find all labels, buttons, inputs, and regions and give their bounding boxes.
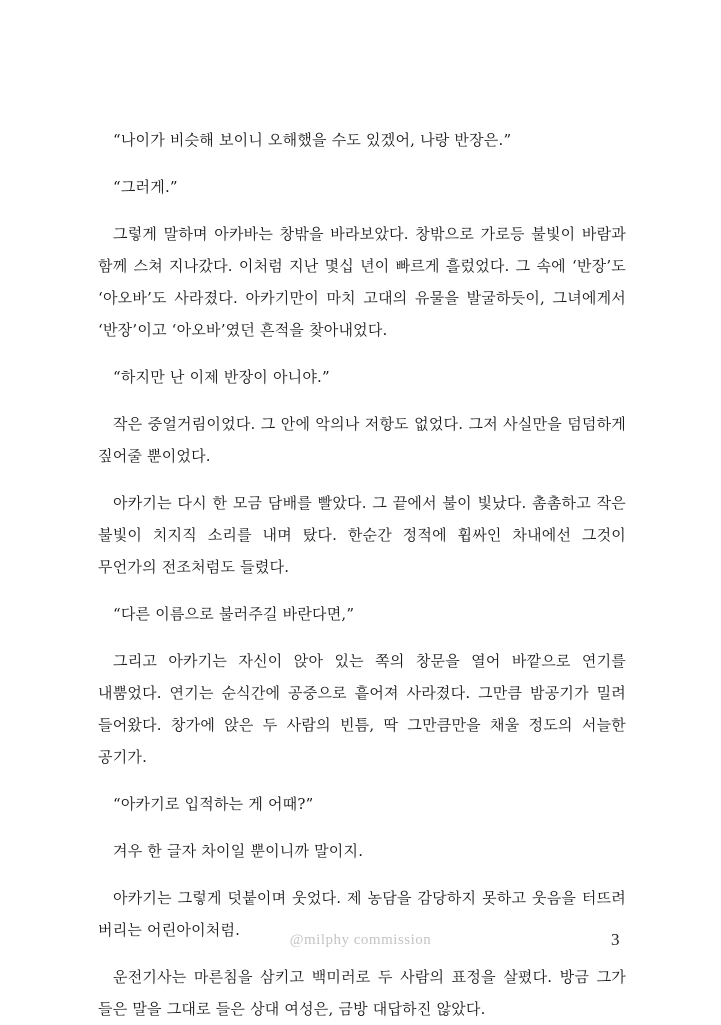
paragraph: 작은 중얼거림이었다. 그 안에 악의나 저항도 없었다. 그저 사실만을 덤덤하게 짚어줄 뿐이었다. <box>98 415 626 465</box>
page-number: 3 <box>611 930 620 949</box>
paragraph: 아카기는 다시 한 모금 담배를 빨았다. 그 끝에서 불이 빛났다. 촘촘하고 작은 불빛이 치지직 소리를 내며 탔다. 한순간 정적에 휩싸인 차내에선 그것이 무언가의 전조처럼도 들렸다. <box>98 494 626 576</box>
paragraph: 겨우 한 글자 차이일 뿐이니까 말이지. <box>113 842 364 860</box>
paragraph: “하지만 난 이제 반장이 아니야.” <box>113 368 330 386</box>
paragraph: “나이가 비슷해 보이니 오해했을 수도 있겠어, 나랑 반장은.” <box>113 131 512 149</box>
paragraph: 그리고 아카기는 자신이 앉아 있는 쪽의 창문을 열어 바깥으로 연기를 내뿜었다. 연기는 순식간에 공중으로 흩어져 사라졌다. 그만큼 밤공기가 밀려 들어왔다. 창가에 앉은 두 사람의 빈틈, 딱 그만큼만을 채울 정도의 서늘한 공기가. <box>98 652 626 766</box>
body-text <box>98 124 626 1025</box>
watermark: @milphy commission <box>289 932 432 948</box>
paragraph: 운전기사는 마른침을 삼키고 백미러로 두 사람의 표정을 살폈다. 방금 그가 들은 말을 그대로 들은 상대 여성은, 금방 대답하진 않았다. <box>98 968 626 1018</box>
paragraph: 아카기는 그렇게 덧붙이며 웃었다. 제 농담을 감당하지 못하고 웃음을 터뜨려 버리는 어린아이처럼. <box>98 889 626 939</box>
paragraph: “그러게.” <box>113 178 178 196</box>
paragraph: 그렇게 말하며 아카바는 창밖을 바라보았다. 창밖으로 가로등 불빛이 바람과 함께 스쳐 지나갔다. 이처럼 지난 몇십 년이 빠르게 흘렀었다. 그 속에 ‘반장’도 ‘아오바’도 사라졌다. 아카기만이 마치 고대의 유물을 발굴하듯이, 그녀에게서 ‘반장’이고 ‘아오바’였던 흔적을 찾아내었다. <box>98 225 626 339</box>
paragraph: “다른 이름으로 불러주길 바란다면,” <box>113 605 355 623</box>
paragraph: “아카기로 입적하는 게 어때?” <box>113 795 314 813</box>
